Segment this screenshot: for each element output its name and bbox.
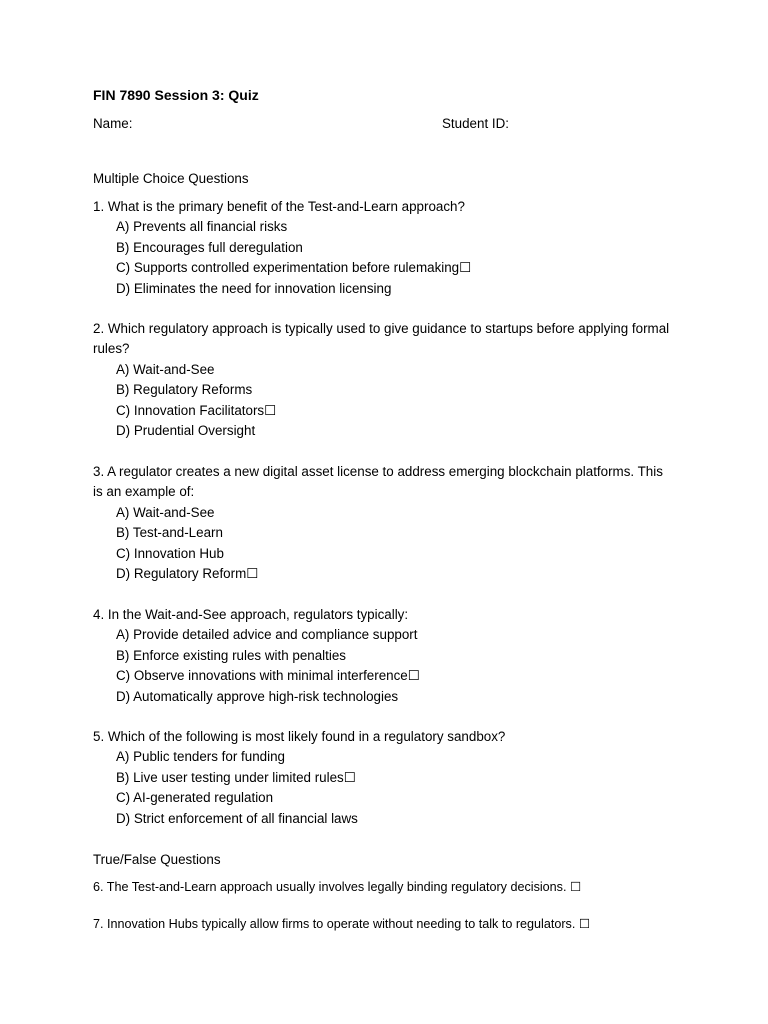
option-a: A) Wait-and-See	[116, 361, 215, 377]
mc-question-1	[93, 197, 673, 299]
option-b: B) Enforce existing rules with penalties	[116, 647, 346, 663]
option-c: C) Supports controlled experimentation before rulemaking☐	[116, 260, 472, 276]
student-id-label: Student ID:	[442, 116, 509, 131]
mc-question-3	[93, 462, 673, 584]
option-b: B) Live user testing under limited rules☐	[116, 769, 356, 785]
option-b: B) Test-and-Learn	[116, 525, 223, 541]
option-list	[93, 360, 673, 442]
option-d: D) Strict enforcement of all financial laws	[116, 810, 358, 826]
option-list	[93, 217, 673, 299]
option-list	[93, 625, 673, 707]
name-label: Name:	[93, 116, 133, 131]
option-d: D) Prudential Oversight	[116, 423, 256, 439]
question-text: 1. What is the primary benefit of the Test-and-Learn approach?	[93, 199, 465, 214]
option-b: B) Encourages full deregulation	[116, 239, 303, 255]
question-text: 2. Which regulatory approach is typically used to give guidance to startups before applying formal rules?	[93, 321, 670, 357]
option-d: D) Automatically approve high-risk technologies	[116, 688, 399, 704]
question-text: 4. In the Wait-and-See approach, regulators typically:	[93, 607, 409, 622]
tf-section-heading: True/False Questions	[93, 852, 221, 867]
option-list	[93, 503, 673, 585]
question-text: 5. Which of the following is most likely found in a regulatory sandbox?	[93, 729, 506, 744]
option-a: A) Provide detailed advice and compliance support	[116, 627, 418, 643]
document-title: FIN 7890 Session 3: Quiz	[93, 87, 259, 103]
mc-question-2	[93, 319, 673, 441]
tf-question-7: 7. Innovation Hubs typically allow firms to operate without needing to talk to regulators. ☐	[93, 917, 591, 931]
question-text: 3. A regulator creates a new digital asset license to address emerging blockchain platforms. This is an example of:	[93, 464, 663, 500]
option-a: A) Public tenders for funding	[116, 749, 285, 765]
option-c: C) AI-generated regulation	[116, 790, 274, 806]
tf-question-6: 6. The Test-and-Learn approach usually involves legally binding regulatory decisions. ☐	[93, 880, 582, 894]
option-d: D) Eliminates the need for innovation licensing	[116, 280, 392, 296]
option-a: A) Wait-and-See	[116, 504, 215, 520]
mc-section-heading: Multiple Choice Questions	[93, 171, 249, 186]
option-c: C) Innovation Facilitators☐	[116, 402, 277, 418]
option-a: A) Prevents all financial risks	[116, 219, 288, 235]
mc-question-4	[93, 605, 673, 707]
option-list	[93, 747, 673, 829]
option-b: B) Regulatory Reforms	[116, 382, 253, 398]
option-d: D) Regulatory Reform☐	[116, 566, 259, 582]
mc-question-5	[93, 727, 673, 829]
option-c: C) Innovation Hub	[116, 545, 224, 561]
option-c: C) Observe innovations with minimal interference☐	[116, 668, 420, 684]
